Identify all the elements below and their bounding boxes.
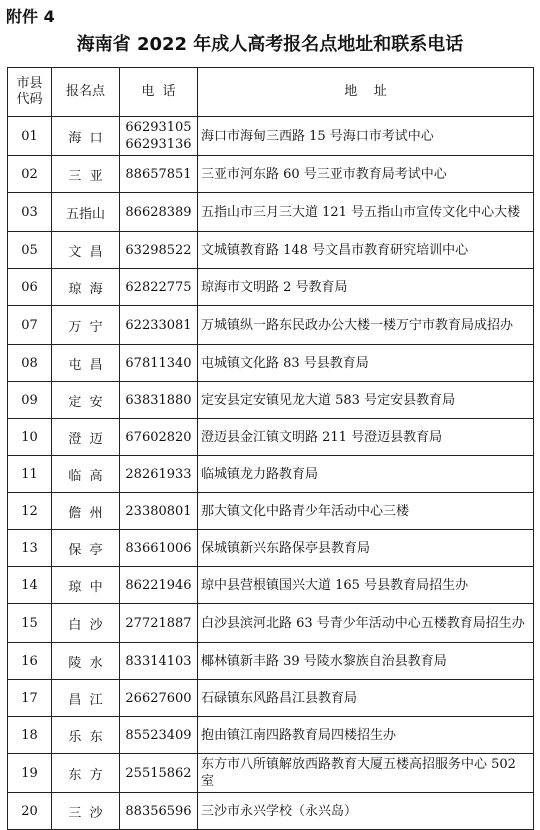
table-row [8, 680, 534, 717]
phone-cell: 85523409 [120, 717, 198, 754]
phone-cell: 88356596 [120, 793, 198, 830]
header-address: 地 址 [198, 68, 534, 117]
code-cell: 12 [8, 493, 52, 530]
code-cell: 03 [8, 193, 52, 232]
address-cell: 临城镇龙力路教育局 [198, 456, 534, 493]
code-cell: 20 [8, 793, 52, 830]
phone-cell: 83314103 [120, 643, 198, 680]
address-cell: 定安县定安镇见龙大道 583 号定安县教育局 [198, 382, 534, 419]
phone-cell: 88657851 [120, 156, 198, 193]
code-cell: 17 [8, 680, 52, 717]
name-cell: 儋 州 [52, 493, 120, 530]
table-row [8, 232, 534, 269]
code-cell: 01 [8, 117, 52, 156]
code-cell: 06 [8, 269, 52, 306]
header-phone: 电 话 [120, 68, 198, 117]
phone-cell: 23380801 [120, 493, 198, 530]
phone-cell: 63831880 [120, 382, 198, 419]
table-row [8, 643, 534, 680]
phone-cell: 62822775 [120, 269, 198, 306]
phone-cell: 67602820 [120, 419, 198, 456]
address-cell: 白沙县滨河北路 63 号青少年活动中心五楼教育局招生办 [198, 604, 534, 643]
name-cell: 三 亚 [52, 156, 120, 193]
address-cell: 琼海市文明路 2 号教育局 [198, 269, 534, 306]
code-cell: 05 [8, 232, 52, 269]
name-cell: 乐 东 [52, 717, 120, 754]
phone-cell: 62233081 [120, 306, 198, 345]
table-row [8, 419, 534, 456]
address-cell: 东方市八所镇解放西路教育大厦五楼高招服务中心 502 室 [198, 754, 534, 793]
table-header-row [8, 68, 534, 117]
name-cell: 屯 昌 [52, 345, 120, 382]
table-row [8, 456, 534, 493]
address-cell: 五指山市三月三大道 121 号五指山市宣传文化中心大楼 [198, 193, 534, 232]
page-title: 海南省 2022 年成人高考报名点地址和联系电话 [76, 34, 464, 55]
table-row [8, 382, 534, 419]
table-row [8, 604, 534, 643]
address-cell: 万城镇纵一路东民政办公大楼一楼万宁市教育局成招办 [198, 306, 534, 345]
table-row [8, 754, 534, 793]
name-cell: 保 亭 [52, 530, 120, 567]
table-row [8, 269, 534, 306]
phone-cell: 27721887 [120, 604, 198, 643]
address-cell: 那大镇文化中路青少年活动中心三楼 [198, 493, 534, 530]
phone-cell: 28261933 [120, 456, 198, 493]
header-name: 报名点 [52, 68, 120, 117]
address-cell: 石碌镇东风路昌江县教育局 [198, 680, 534, 717]
table-row [8, 345, 534, 382]
name-cell: 海 口 [52, 117, 120, 156]
address-cell: 三亚市河东路 60 号三亚市教育局考试中心 [198, 156, 534, 193]
address-cell: 文城镇教育路 148 号文昌市教育研究培训中心 [198, 232, 534, 269]
name-cell: 琼 中 [52, 567, 120, 604]
registration-table [7, 67, 534, 830]
table-row [8, 493, 534, 530]
phone-cell: 83661006 [120, 530, 198, 567]
name-cell: 临 高 [52, 456, 120, 493]
name-cell: 文 昌 [52, 232, 120, 269]
table-row [8, 793, 534, 830]
phone-cell: 26627600 [120, 680, 198, 717]
code-cell: 14 [8, 567, 52, 604]
table-row [8, 117, 534, 156]
table-row [8, 530, 534, 567]
name-cell: 白 沙 [52, 604, 120, 643]
address-cell: 保城镇新兴东路保亭县教育局 [198, 530, 534, 567]
code-cell: 19 [8, 754, 52, 793]
address-cell: 屯城镇文化路 83 号县教育局 [198, 345, 534, 382]
address-cell: 椰林镇新丰路 39 号陵水黎族自治县教育局 [198, 643, 534, 680]
address-cell: 三沙市永兴学校（永兴岛） [198, 793, 534, 830]
name-cell: 三 沙 [52, 793, 120, 830]
name-cell: 琼 海 [52, 269, 120, 306]
name-cell: 万 宁 [52, 306, 120, 345]
address-cell: 琼中县营根镇国兴大道 165 号县教育局招生办 [198, 567, 534, 604]
name-cell: 昌 江 [52, 680, 120, 717]
code-cell: 15 [8, 604, 52, 643]
code-cell: 02 [8, 156, 52, 193]
table-row [8, 193, 534, 232]
table-row [8, 567, 534, 604]
name-cell: 东 方 [52, 754, 120, 793]
code-cell: 16 [8, 643, 52, 680]
table-row [8, 717, 534, 754]
code-cell: 10 [8, 419, 52, 456]
code-cell: 08 [8, 345, 52, 382]
attachment-label: 附件 4 [6, 7, 55, 26]
code-cell: 09 [8, 382, 52, 419]
code-cell: 13 [8, 530, 52, 567]
address-cell: 抱由镇江南四路教育局四楼招生办 [198, 717, 534, 754]
phone-cell: 25515862 [120, 754, 198, 793]
name-cell: 澄 迈 [52, 419, 120, 456]
name-cell: 陵 水 [52, 643, 120, 680]
table-row [8, 156, 534, 193]
phone-cell: 86221946 [120, 567, 198, 604]
address-cell: 澄迈县金江镇文明路 211 号澄迈县教育局 [198, 419, 534, 456]
table-row [8, 306, 534, 345]
name-cell: 五指山 [52, 193, 120, 232]
phone-cell: 86628389 [120, 193, 198, 232]
phone-cell: 66293105 66293136 [120, 117, 198, 156]
code-cell: 18 [8, 717, 52, 754]
phone-cell: 63298522 [120, 232, 198, 269]
code-cell: 11 [8, 456, 52, 493]
name-cell: 定 安 [52, 382, 120, 419]
phone-cell: 67811340 [120, 345, 198, 382]
address-cell: 海口市海甸三西路 15 号海口市考试中心 [198, 117, 534, 156]
header-code: 市县代码 [8, 68, 52, 117]
code-cell: 07 [8, 306, 52, 345]
